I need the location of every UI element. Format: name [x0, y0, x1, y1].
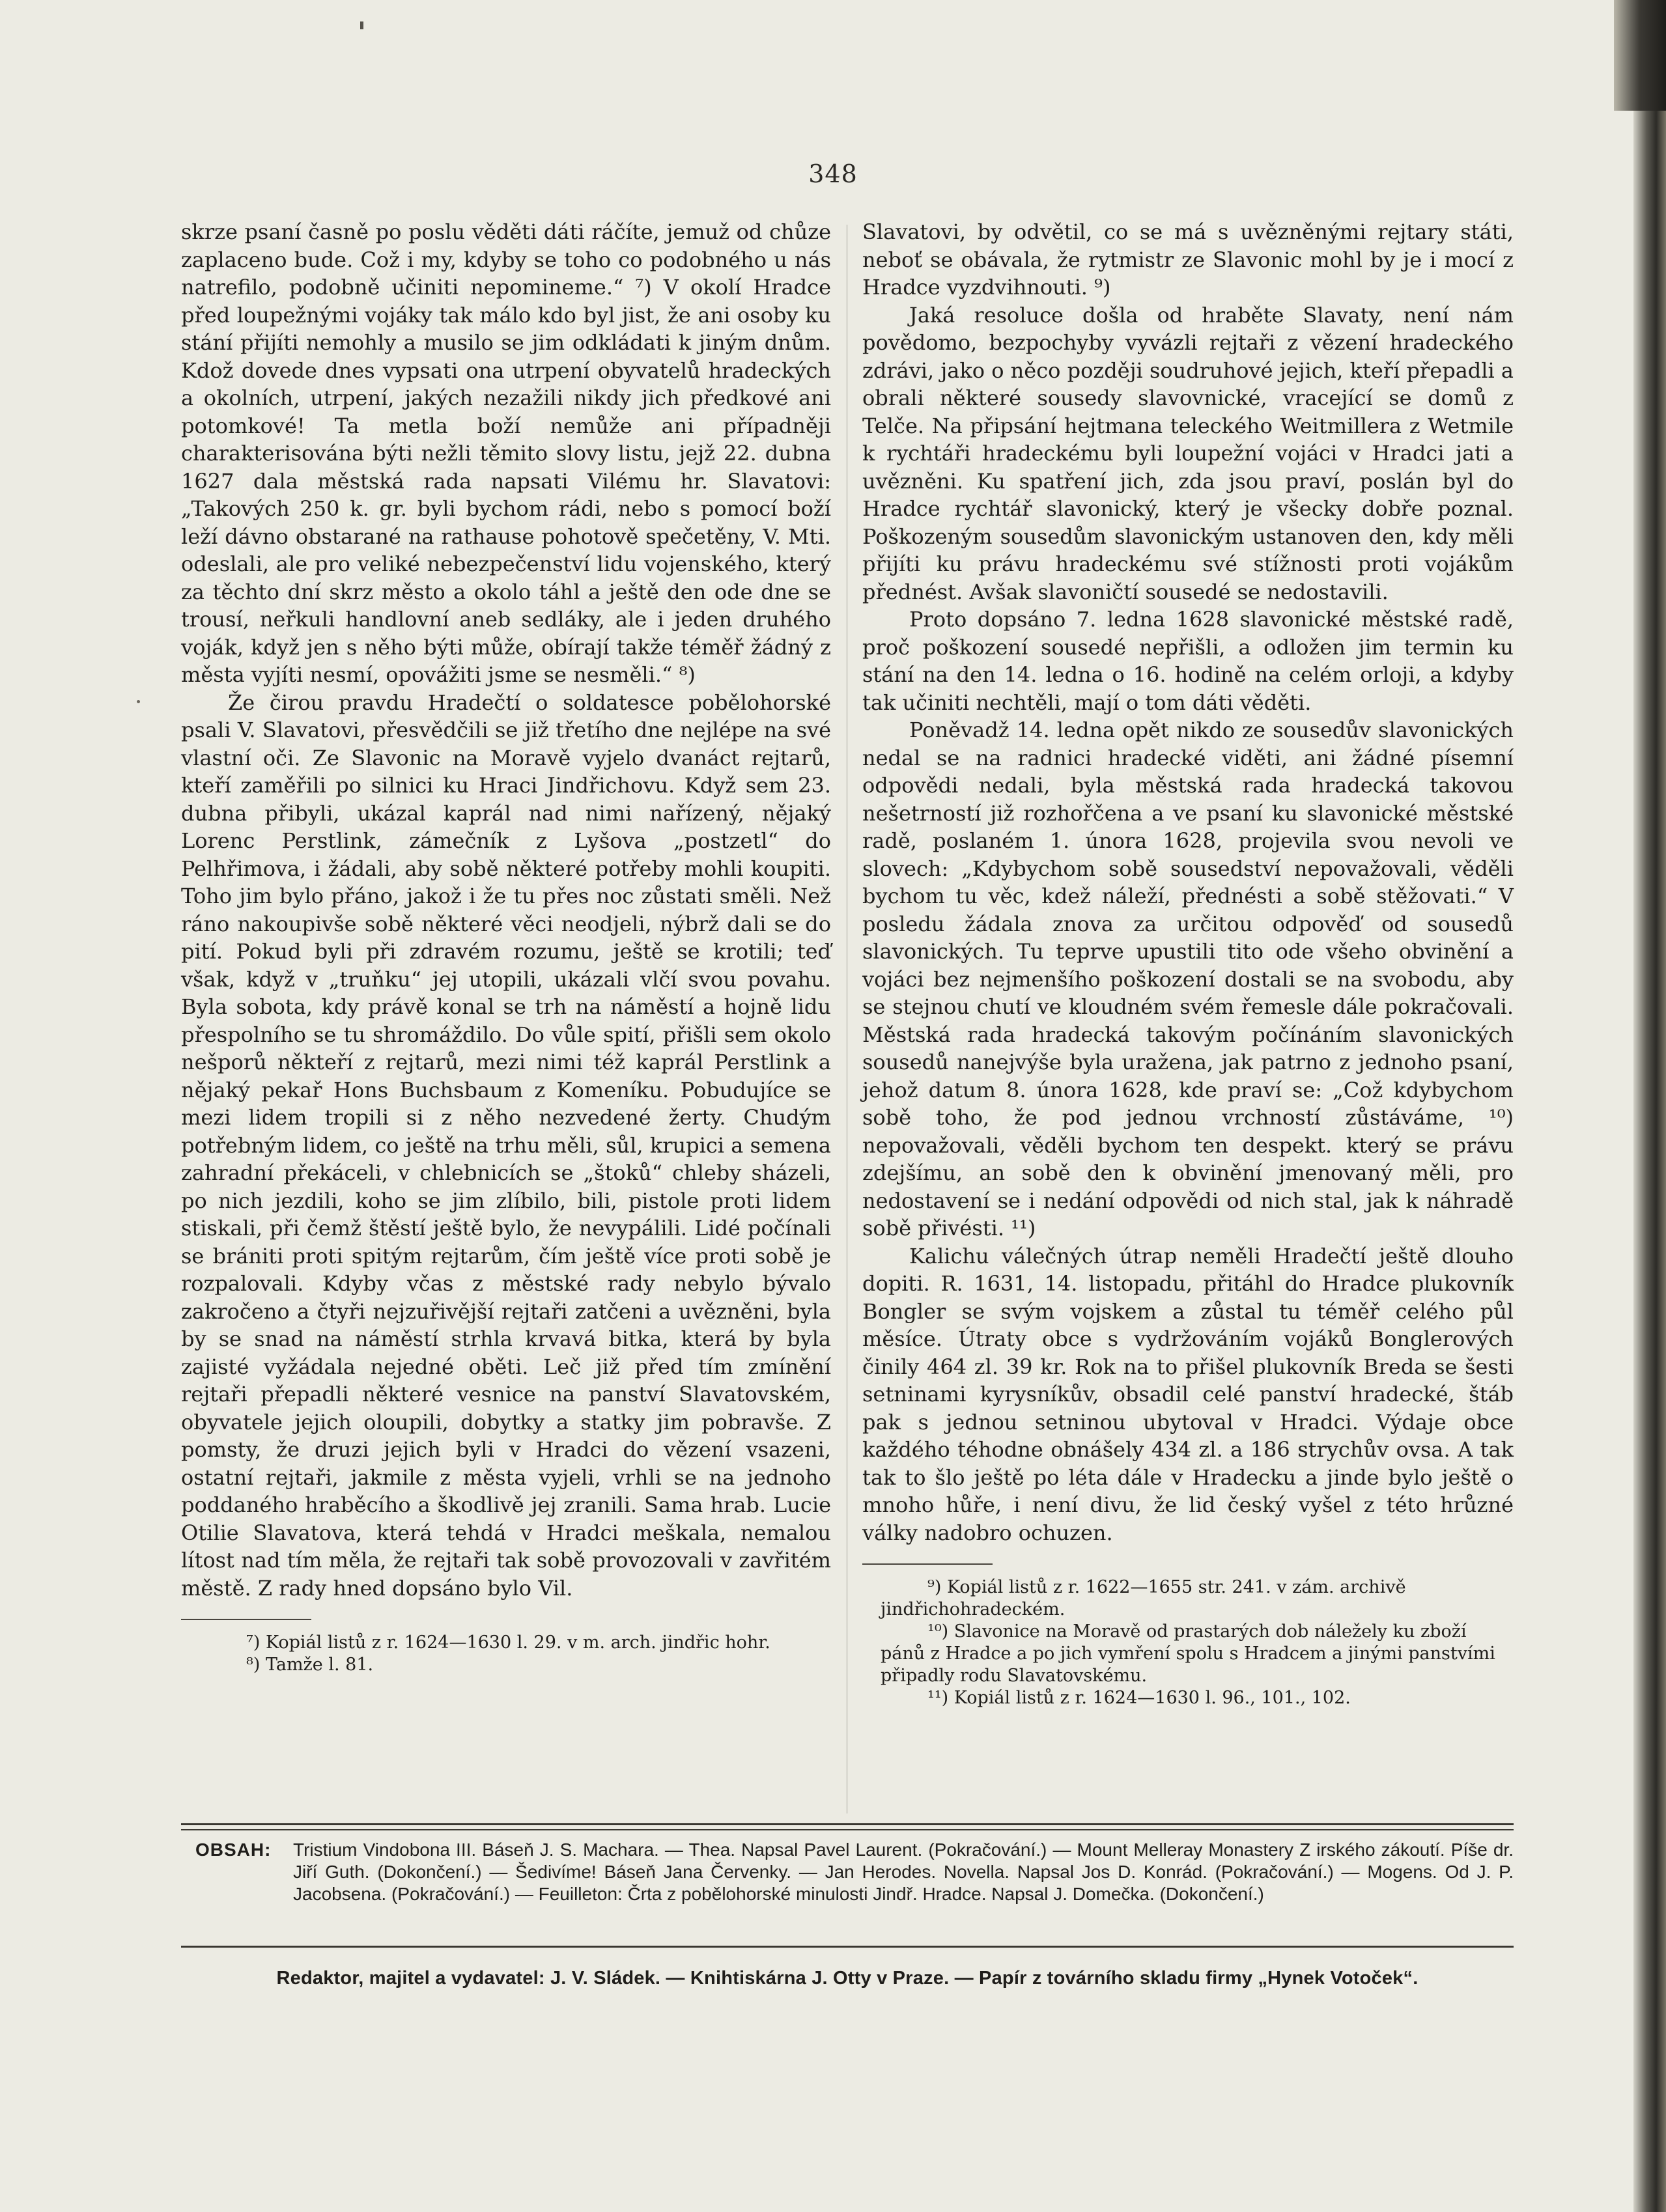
paper-speck — [137, 700, 140, 703]
footnote: ⁹) Kopiál listů z r. 1622—1655 str. 241. v zám. archivě jindřichohradeckém. — [881, 1577, 1406, 1619]
contents-rule-bottom — [181, 1946, 1514, 1948]
contents-rule-top-thin — [181, 1829, 1514, 1830]
footnote-rule — [862, 1563, 993, 1565]
paragraph: skrze psaní časně po poslu věděti dáti ráčíte, jemuž od chůze zaplaceno bude. Což i my, kdyby se toho co podobného u nás natrefilo, podobně učiniti nepomineme.“ ⁷) V okolí Hradce před loupežnými vojáky tak málo kdo byl jist, že ani osoby ku stání přijíti nemohly a musilo se jim odkládati k jiným dnům. Kdož dovede dnes vypsati ona utrpení obyvatelů hradeckých a okolních, utrpení, jakých nezažili nikdy jich předkové ani potomkové! Ta metla boží nemůže ani případněji charakterisována býti nežli těmito slovy listu, jejž 22. dubna 1627 dala městská rada napsati Vilému hr. Slavatovi: „Takových 250 k. gr. byli bychom rádi, nebo s pomocí boží leží dávno obstarané na rathause pohotově spečetěny, V. Mti. odeslali, ale pro veliké nebezpečenství lidu vojenského, který za těchto dní skrz město a okolo táhl a ještě den ode dne se trousí, neřkuli handlovní aneb sedláky, ale i jeden druhého voják, když jen s něho býti může, obírají takže téměř žádný z města vyjíti nesmí, opovážiti jsme se nesměli.“ ⁸) — [181, 219, 831, 687]
footnote: ¹⁰) Slavonice na Moravě od prastarých dob náležely ku zboží pánů z Hradce a po jich vymření spolu s Hradcem a jinými panstvími připadly rodu Slavatovskému. — [881, 1621, 1495, 1686]
footnote-rule — [181, 1619, 311, 1620]
scan-corner-shadow — [1614, 0, 1666, 111]
page-number: 348 — [808, 160, 858, 188]
scan-page-edge — [1633, 0, 1666, 2212]
paragraph: Jaká resoluce došla od hraběte Slavaty, není nám povědomo, bezpochyby vyvázli rejtaři z vězení hradeckého zdrávi, jako o něco později soudruhové jejich, kteří přepadli a obrali některé sousedy slavovnické, vracející se domů z Telče. Na připsání hejtmana teleckého Weitmillera z Wetmile k rychtáři hradeckému byli loupežní vojáci v Hradci jati a uvězněni. Ku spatření jich, zda jsou praví, poslán byl do Hradce rychtář slavonický, který je všecky dobře poznal. Poškozeným sousedům slavonickým ustanoven den, kdy měli přijíti ku právu hradeckému své stížnosti proti vojákům přednést. Avšak slavoničtí sousedé se nedostavili. — [862, 302, 1514, 604]
footnote: ¹¹) Kopiál listů z r. 1624—1630 l. 96., 101., 102. — [927, 1688, 1351, 1708]
paragraph: Že čirou pravdu Hradečtí o soldatesce pobělohorské psali V. Slavatovi, přesvědčili se již třetího dne nejlépe na své vlastní oči. Ze Slavonic na Moravě vyjelo dvanáct rejtarů, kteří zaměřili po silnici ku Hraci Jindřichovu. Když sem 23. dubna přibyli, ukázal kaprál nad nimi nařízený, nějaký Lorenc Perstlink, zámečník z Lyšova „postzetl“ do Pelhřimova, i žádali, aby sobě některé potřeby mohli koupiti. Toho jim bylo přáno, jakož i že tu přes noc zůstati směli. Než ráno nakoupivše sobě některé věci neodjeli, nýbrž dali se do pití. Pokud byli při zdravém rozumu, ještě se krotili; teď však, když v „truňku“ jej utopili, ukázali vlčí svou povahu. Byla sobota, kdy právě konal se trh na náměstí a hojně lidu přespolního se tu shromáždilo. Do vůle spití, přišli sem okolo nešporů někteří z rejtarů, mezi nimi též kaprál Perstlink a nějaký pekař Hons Buchsbaum z Komeníku. Pobudujíce se mezi lidem tropili si z něho nezvedené žerty. Chudým potřebným lidem, co ještě na trhu měli, sůl, krupici a semena zahradní překáceli, v chlebnicích se „štoků“ chleby sházeli, po nich jezdili, koho se jim zlíbilo, bili, pistole proti lidem stiskali, při čemž štěstí ještě bylo, že nevypálili. Lidé počínali se brániti proti spitým rejtarům, čím ještě více proti sobě je rozpalovali. Kdyby včas z městské rady nebylo bývalo zakročeno a čtyři nejzuřivější rejtaři zatčeni a uvězněni, byla by se snad na náměstí strhla krvavá bitka, která by byla zajisté vyžádala nejedné oběti. Leč již před tím zmínění rejtaři přepadli některé vesnice na panství Slavatovském, obyvatele jejich oloupili, dobytky a statky jim pobravše. Z pomsty, že druzi jejich byli v Hradci do vězení vsazeni, ostatní rejtaři, jakmile z města vyjeli, vrhli se na jednoho poddaného hraběcího a škodlivě jej zranili. Sama hrab. Lucie Otilie Slavatova, která tehdá v Hradci meškala, nemalou lítost nad tím měla, že rejtaři tak sobě provozovali v zavřitém městě. Z rady hned dopsáno bylo Vil. — [181, 690, 831, 1601]
paragraph: Poněvadž 14. ledna opět nikdo ze sousedův slavonických nedal se na radnici hradecké viděti, ani žádné písemní odpovědi nedali, byla městská rada hradecká takovou nešetrností již rozhořčena a ve psaní ku slavonické městské radě, poslaném 1. února 1628, projevila svou nevoli ve slovech: „Kdybychom sobě sousedství nepovažovali, věděli bychom tu věc, kdež náleží, přednésti a sobě stěžovati.“ V posledu žádala znova za určitou odpověď od sousedů slavonických. Tu teprve upustili tito ode všeho obvinění a vojáci bez nejmenšího poškození dostali se na svobodu, aby se stejnou chutí ve kloudném svém řemesle dále pokračovali. Městská rada hradecká takovým počínáním slavonických sousedů nanejvýše byla uražena, jak patrno z jednoho psaní, jehož datum 8. února 1628, kde praví se: „Což kdybychom sobě toho, že pod jednou vrchností zůstáváme, ¹⁰) nepovažovali, věděli bychom ten despekt. který se právu zdejšímu, an sobě den k obvinění jmenovaný měli, pro nedostavení se i nedání odpovědi od nich stal, jak k náhradě sobě přivésti. ¹¹) — [862, 718, 1514, 1240]
table-of-contents — [195, 1839, 1514, 1905]
right-column — [862, 218, 1514, 1709]
paragraph: Kalichu válečných útrap neměli Hradečtí ještě dlouho dopiti. R. 1631, 14. listopadu, přitáhl do Hradce plukovník Bongler se svým vojskem a zůstal tu téměř celého půl měsíce. Útraty obce s vydržováním vojáků Bonglerových činily 464 zl. 39 kr. Rok na to přišel plukovník Breda se šesti setninami kyrysníkův, obsadil celé panství hradecké, štáb pak s jednou setninou ubytoval v Hradci. Výdaje obce každého téhodne obnášely 434 zl. a 186 strychův ovsa. A tak tak to šlo ještě po léta dále v Hradecku a jinde bylo ještě o mnoho hůře, i není divu, že lid český vyšel z této hrůzné války nadobro ochuzen. — [862, 1243, 1514, 1545]
contents-text: Tristium Vindobona III. Báseň J. S. Machara. — Thea. Napsal Pavel Laurent. (Pokračování.) — Mount Melleray Monastery Z irského zákoutí. Píše dr. Jiří Guth. (Dokončení.) — Šedivíme! Báseň Jana Červenky. — Jan Herodes. Novella. Napsal Jos D. Konrád. (Pokračování.) — Mogens. Od J. P. Jacobsena. (Pokračování.) — Feuilleton: Črta z pobělohorské minulosti Jindř. Hradce. Napsal J. Domečka. (Dokončení.) — [293, 1840, 1514, 1904]
paragraph: Proto dopsáno 7. ledna 1628 slavonické městské radě, proč poškození sousedé nepřišli, a odložen jim termin ku stání na den 14. ledna o 16. hodině na celém orloji, a kdyby tak učiniti nechtěli, mají o tom dáti věděti. — [862, 607, 1514, 715]
paragraph: Slavatovi, by odvětil, co se má s uvězněnými rejtary státi, neboť se obávala, že rytmistr ze Slavonic mohl by je i mocí z Hradce vyzdvihnouti. ⁹) — [862, 219, 1514, 300]
left-column — [181, 218, 831, 1676]
footnote: ⁷) Kopiál listů z r. 1624—1630 l. 29. v m. arch. jindřic hohr. — [246, 1632, 770, 1653]
contents-rule-top — [181, 1823, 1514, 1825]
contents-label: OBSAH: — [195, 1840, 272, 1860]
imprint-line: Redaktor, majitel a vydavatel: J. V. Sládek. — Knihtiskárna J. Otty v Praze. — Papír z továrního skladu firmy „Hynek Votoček“. — [276, 1968, 1419, 1989]
paper-speck — [360, 21, 363, 29]
footnote: ⁸) Tamže l. 81. — [246, 1655, 374, 1675]
